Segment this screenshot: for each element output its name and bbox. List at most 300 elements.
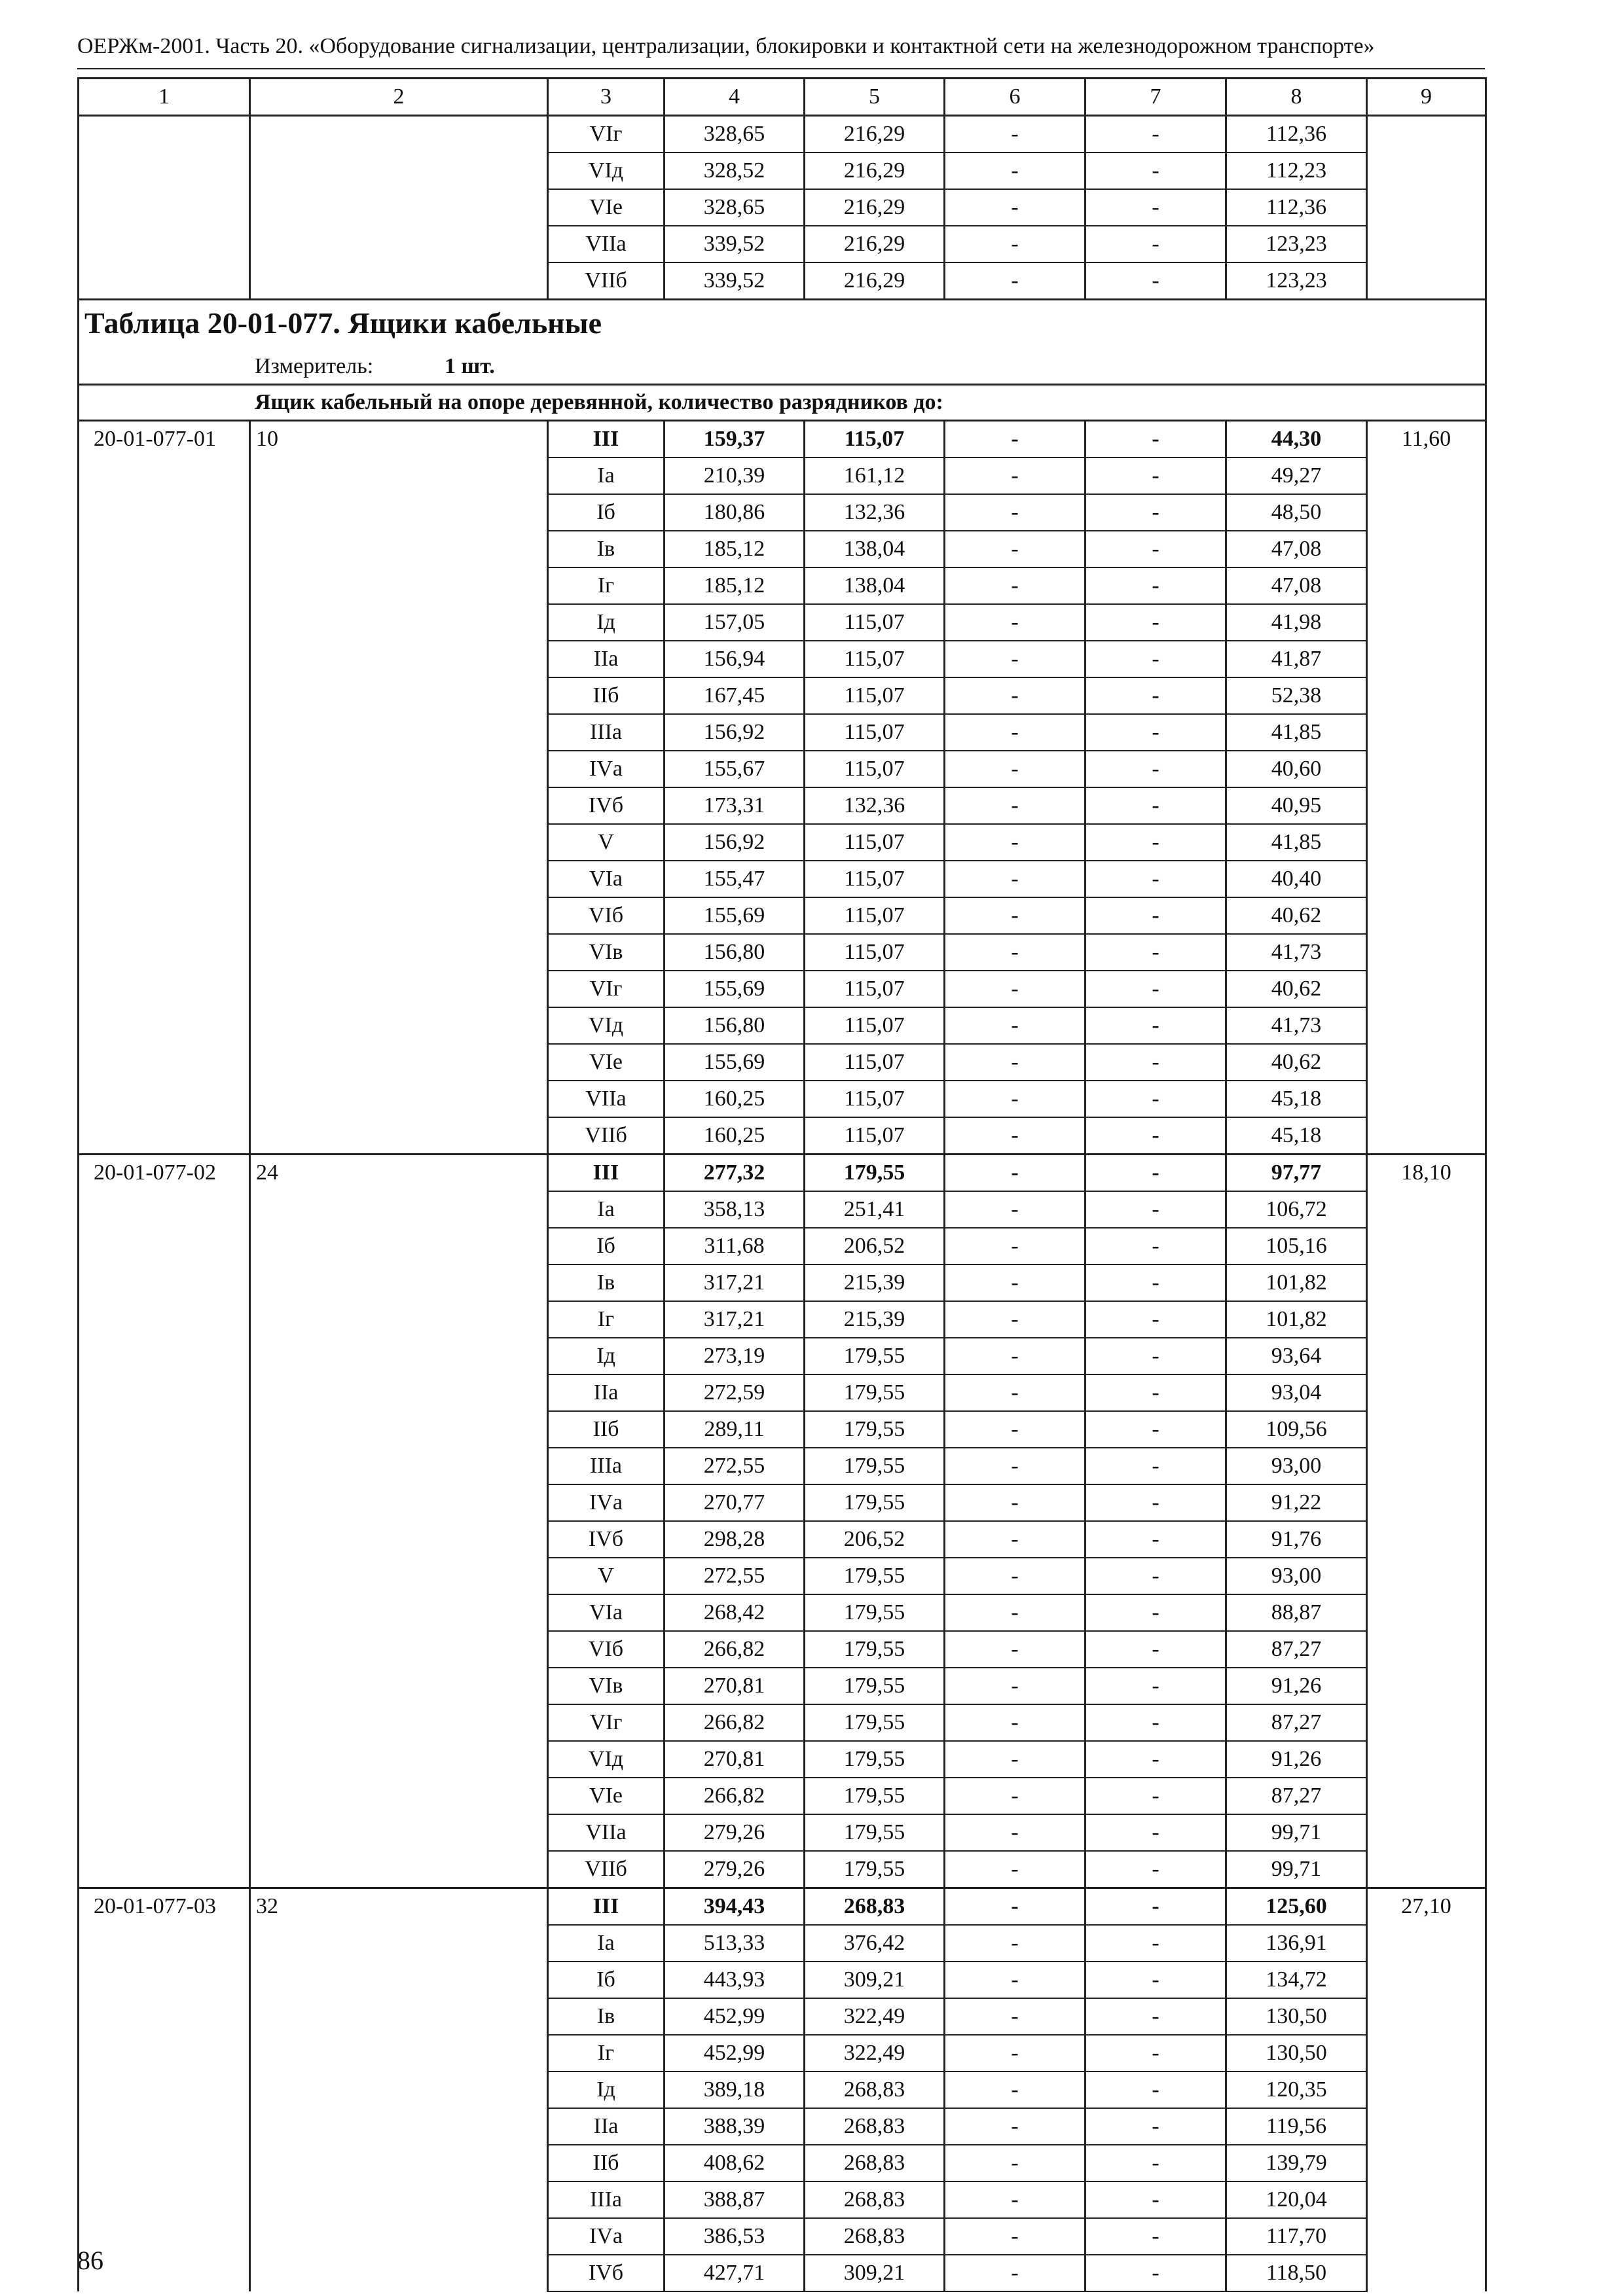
value-cell: - <box>1085 1301 1226 1338</box>
price-zone-cell: VIе <box>548 1778 665 1814</box>
value-cell: - <box>945 1594 1085 1631</box>
running-header: ОЕРЖм-2001. Часть 20. «Оборудование сигнализации, централизации, блокировки и контактной сети на железнодорожном транспорте» <box>77 34 1375 58</box>
value-cell: - <box>1085 1631 1226 1668</box>
value-cell: 268,83 <box>805 1888 945 1926</box>
value-cell: 93,04 <box>1226 1374 1367 1411</box>
value-cell: - <box>1085 971 1226 1007</box>
value-cell: 298,28 <box>665 1521 805 1558</box>
price-zone-cell: VIа <box>548 861 665 897</box>
value-cell: 179,55 <box>805 1814 945 1851</box>
value-cell: - <box>1085 1484 1226 1521</box>
value-cell: 173,31 <box>665 787 805 824</box>
value-cell: 386,53 <box>665 2218 805 2255</box>
value-cell: 216,29 <box>805 226 945 262</box>
value-cell: - <box>1085 787 1226 824</box>
value-cell: - <box>945 1741 1085 1778</box>
value-cell: 513,33 <box>665 1925 805 1962</box>
value-cell: - <box>1085 189 1226 226</box>
value-cell: 210,39 <box>665 457 805 494</box>
value-cell: 180,86 <box>665 494 805 531</box>
price-zone-cell: VIд <box>548 1741 665 1778</box>
value-cell: - <box>1085 2145 1226 2181</box>
value-cell: - <box>945 1778 1085 1814</box>
value-cell: 155,69 <box>665 1044 805 1081</box>
empty-col9-cell <box>1367 116 1486 300</box>
value-cell: - <box>945 1007 1085 1044</box>
section-row <box>79 385 1486 421</box>
value-cell: 115,07 <box>805 421 945 458</box>
value-cell: 132,36 <box>805 494 945 531</box>
value-cell: - <box>945 531 1085 567</box>
price-zone-cell: V <box>548 824 665 861</box>
value-cell: - <box>1085 1448 1226 1484</box>
value-cell: - <box>1085 1521 1226 1558</box>
value-cell: - <box>945 1228 1085 1265</box>
price-zone-cell: IIб <box>548 677 665 714</box>
value-cell: 156,92 <box>665 824 805 861</box>
value-cell: - <box>1085 677 1226 714</box>
value-cell: 167,45 <box>665 677 805 714</box>
column-number: 6 <box>945 79 1085 116</box>
price-zone-cell: VIIб <box>548 1117 665 1155</box>
value-cell: 40,62 <box>1226 1044 1367 1081</box>
value-cell: 289,11 <box>665 1411 805 1448</box>
value-cell: 48,50 <box>1226 494 1367 531</box>
value-cell: 339,52 <box>665 226 805 262</box>
value-cell: 272,59 <box>665 1374 805 1411</box>
value-cell: - <box>1085 1814 1226 1851</box>
value-cell: 101,82 <box>1226 1301 1367 1338</box>
value-cell: 97,77 <box>1226 1155 1367 1192</box>
price-zone-cell: IVб <box>548 787 665 824</box>
value-cell: 125,60 <box>1226 1888 1367 1926</box>
price-zone-cell: VIе <box>548 1044 665 1081</box>
value-cell: - <box>945 262 1085 300</box>
price-zone-cell: VIб <box>548 897 665 934</box>
price-zone-cell: IIIа <box>548 2181 665 2218</box>
value-cell: 179,55 <box>805 1448 945 1484</box>
value-cell: - <box>945 604 1085 641</box>
value-cell: - <box>1085 1374 1226 1411</box>
value-cell: - <box>1085 1704 1226 1741</box>
value-cell: - <box>1085 116 1226 153</box>
price-zone-cell: IVб <box>548 2255 665 2291</box>
value-cell: 132,36 <box>805 787 945 824</box>
value-cell: 179,55 <box>805 1411 945 1448</box>
price-zone-cell: VIIа <box>548 1814 665 1851</box>
price-zone-cell: VIIб <box>548 1851 665 1888</box>
price-zone-cell: Iд <box>548 2072 665 2108</box>
value-cell: - <box>945 1191 1085 1228</box>
value-cell: 443,93 <box>665 1962 805 1998</box>
price-zone-cell: VIIа <box>548 1081 665 1117</box>
value-cell: 120,04 <box>1226 2181 1367 2218</box>
value-cell: 44,30 <box>1226 421 1367 458</box>
value-cell: - <box>945 494 1085 531</box>
value-cell: - <box>945 1998 1085 2035</box>
column-number: 3 <box>548 79 665 116</box>
value-cell: 216,29 <box>805 116 945 153</box>
value-cell: - <box>945 714 1085 751</box>
value-cell: - <box>1085 861 1226 897</box>
value-cell: - <box>1085 641 1226 677</box>
value-cell: - <box>945 226 1085 262</box>
empty-code-cell <box>79 116 250 300</box>
value-cell: 138,04 <box>805 531 945 567</box>
value-cell: 40,40 <box>1226 861 1367 897</box>
value-cell: 155,47 <box>665 861 805 897</box>
column-number: 2 <box>250 79 548 116</box>
price-zone-cell: VIг <box>548 1704 665 1741</box>
value-cell: - <box>1085 1558 1226 1594</box>
value-cell: 93,00 <box>1226 1448 1367 1484</box>
price-zone-cell: IIIа <box>548 1448 665 1484</box>
value-cell: - <box>945 1668 1085 1704</box>
price-zone-cell: Iв <box>548 1998 665 2035</box>
value-cell: - <box>945 152 1085 189</box>
value-cell: - <box>945 2072 1085 2108</box>
value-cell: - <box>945 1558 1085 1594</box>
value-cell: - <box>1085 152 1226 189</box>
value-cell: - <box>945 1301 1085 1338</box>
value-cell: - <box>945 1851 1085 1888</box>
value-cell: - <box>1085 1888 1226 1926</box>
value-cell: 388,39 <box>665 2108 805 2145</box>
value-cell: - <box>1085 1081 1226 1117</box>
value-cell: 358,13 <box>665 1191 805 1228</box>
column-number: 4 <box>665 79 805 116</box>
value-cell: 91,26 <box>1226 1741 1367 1778</box>
value-cell: 120,35 <box>1226 2072 1367 2108</box>
value-cell: - <box>945 116 1085 153</box>
value-cell: - <box>945 1338 1085 1374</box>
value-cell: 206,52 <box>805 1521 945 1558</box>
item-quantity: 32 <box>250 1888 548 2292</box>
value-cell: - <box>945 1888 1085 1926</box>
table-title-row <box>79 300 1486 350</box>
value-cell: 328,52 <box>665 152 805 189</box>
value-cell: 272,55 <box>665 1558 805 1594</box>
table-row <box>79 421 1486 458</box>
value-cell: 115,07 <box>805 751 945 787</box>
value-cell: - <box>1085 567 1226 604</box>
value-cell: - <box>945 971 1085 1007</box>
price-zone-cell: III <box>548 1155 665 1192</box>
column-number: 1 <box>79 79 250 116</box>
value-cell: - <box>1085 457 1226 494</box>
value-cell: 40,60 <box>1226 751 1367 787</box>
value-cell: 91,26 <box>1226 1668 1367 1704</box>
value-cell: - <box>945 457 1085 494</box>
value-cell: 123,23 <box>1226 226 1367 262</box>
value-cell: 277,32 <box>665 1155 805 1192</box>
value-cell: 388,87 <box>665 2181 805 2218</box>
value-cell: 311,68 <box>665 1228 805 1265</box>
value-cell: - <box>1085 934 1226 971</box>
value-cell: 322,49 <box>805 1998 945 2035</box>
value-cell: 339,52 <box>665 262 805 300</box>
value-cell: 40,62 <box>1226 897 1367 934</box>
price-zone-cell: Iа <box>548 457 665 494</box>
value-cell: 41,87 <box>1226 641 1367 677</box>
value-cell: - <box>945 787 1085 824</box>
value-cell: 156,80 <box>665 1007 805 1044</box>
value-cell: 47,08 <box>1226 567 1367 604</box>
value-cell: 268,83 <box>805 2181 945 2218</box>
value-cell: 266,82 <box>665 1778 805 1814</box>
item-code: 20-01-077-02 <box>79 1155 250 1888</box>
price-zone-cell: III <box>548 421 665 458</box>
value-cell: - <box>1085 751 1226 787</box>
value-cell: 179,55 <box>805 1594 945 1631</box>
price-zone-cell: VIг <box>548 971 665 1007</box>
value-cell: 139,79 <box>1226 2145 1367 2181</box>
value-cell: 99,71 <box>1226 1851 1367 1888</box>
value-cell: 272,55 <box>665 1448 805 1484</box>
value-cell: 115,07 <box>805 677 945 714</box>
price-zone-cell: VIд <box>548 1007 665 1044</box>
labor-cost-cell: 18,10 <box>1367 1155 1486 1888</box>
value-cell: - <box>1085 1007 1226 1044</box>
price-zone-cell: Iг <box>548 567 665 604</box>
value-cell: - <box>1085 531 1226 567</box>
value-cell: 268,42 <box>665 1594 805 1631</box>
price-zone-cell: IVб <box>548 1521 665 1558</box>
value-cell: - <box>945 2035 1085 2072</box>
value-cell: 87,27 <box>1226 1778 1367 1814</box>
value-cell: 115,07 <box>805 714 945 751</box>
value-cell: 179,55 <box>805 1484 945 1521</box>
value-cell: - <box>945 2218 1085 2255</box>
value-cell: 157,05 <box>665 604 805 641</box>
value-cell: - <box>1085 1228 1226 1265</box>
value-cell: 179,55 <box>805 1704 945 1741</box>
value-cell: 273,19 <box>665 1338 805 1374</box>
value-cell: 389,18 <box>665 2072 805 2108</box>
value-cell: - <box>945 934 1085 971</box>
value-cell: 155,69 <box>665 897 805 934</box>
value-cell: 179,55 <box>805 1374 945 1411</box>
value-cell: 179,55 <box>805 1778 945 1814</box>
value-cell: - <box>945 2255 1085 2291</box>
price-zone-cell: VIб <box>548 1631 665 1668</box>
value-cell: - <box>945 189 1085 226</box>
value-cell: 109,56 <box>1226 1411 1367 1448</box>
page-number: 86 <box>77 2246 103 2275</box>
price-zone-cell: VIв <box>548 1668 665 1704</box>
value-cell: 138,04 <box>805 567 945 604</box>
empty-qty-cell <box>250 116 548 300</box>
value-cell: 156,92 <box>665 714 805 751</box>
value-cell: 268,83 <box>805 2218 945 2255</box>
value-cell: 268,83 <box>805 2108 945 2145</box>
value-cell: 179,55 <box>805 1631 945 1668</box>
item-code: 20-01-077-03 <box>79 1888 250 2292</box>
table-body <box>79 79 1486 2292</box>
value-cell: 40,62 <box>1226 971 1367 1007</box>
value-cell: 115,07 <box>805 824 945 861</box>
value-cell: 115,07 <box>805 1117 945 1155</box>
value-cell: - <box>1085 2255 1226 2291</box>
price-zone-cell: III <box>548 1888 665 1926</box>
value-cell: 106,72 <box>1226 1191 1367 1228</box>
value-cell: 130,50 <box>1226 2035 1367 2072</box>
value-cell: 159,37 <box>665 421 805 458</box>
value-cell: 115,07 <box>805 1044 945 1081</box>
value-cell: 266,82 <box>665 1704 805 1741</box>
value-cell: - <box>945 1484 1085 1521</box>
value-cell: - <box>1085 1338 1226 1374</box>
labor-cost-cell: 11,60 <box>1367 421 1486 1155</box>
value-cell: 88,87 <box>1226 1594 1367 1631</box>
value-cell: 155,69 <box>665 971 805 1007</box>
price-zone-cell: VIа <box>548 1594 665 1631</box>
value-cell: - <box>945 1411 1085 1448</box>
value-cell: - <box>945 751 1085 787</box>
column-number: 7 <box>1085 79 1226 116</box>
value-cell: 179,55 <box>805 1668 945 1704</box>
value-cell: 309,21 <box>805 1962 945 1998</box>
value-cell: - <box>945 1631 1085 1668</box>
value-cell: 47,08 <box>1226 531 1367 567</box>
price-zone-cell: IIа <box>548 641 665 677</box>
column-number: 9 <box>1367 79 1486 116</box>
price-zone-cell: Iа <box>548 1191 665 1228</box>
value-cell: - <box>1085 2181 1226 2218</box>
value-cell: 322,49 <box>805 2035 945 2072</box>
value-cell: 179,55 <box>805 1851 945 1888</box>
labor-cost-cell: 27,10 <box>1367 1888 1486 2292</box>
value-cell: - <box>945 421 1085 458</box>
value-cell: 41,85 <box>1226 824 1367 861</box>
price-zone-cell: VIв <box>548 934 665 971</box>
price-table <box>77 77 1487 2292</box>
value-cell: 118,50 <box>1226 2255 1367 2291</box>
value-cell: 40,95 <box>1226 787 1367 824</box>
value-cell: 160,25 <box>665 1117 805 1155</box>
price-zone-cell: IIIа <box>548 714 665 751</box>
value-cell: 215,39 <box>805 1301 945 1338</box>
value-cell: - <box>945 677 1085 714</box>
value-cell: - <box>945 1521 1085 1558</box>
price-zone-cell: IIа <box>548 1374 665 1411</box>
section-title: Ящик кабельный на опоре деревянной, количество разрядников до: <box>255 390 943 414</box>
value-cell: - <box>1085 1044 1226 1081</box>
value-cell: 185,12 <box>665 531 805 567</box>
value-cell: 328,65 <box>665 116 805 153</box>
price-zone-cell: VIIа <box>548 226 665 262</box>
value-cell: - <box>1085 2218 1226 2255</box>
value-cell: - <box>1085 1191 1226 1228</box>
table-row <box>79 1155 1486 1192</box>
value-cell: 41,73 <box>1226 934 1367 971</box>
price-zone-cell: V <box>548 1558 665 1594</box>
value-cell: 115,07 <box>805 641 945 677</box>
value-cell: - <box>1085 604 1226 641</box>
value-cell: - <box>945 897 1085 934</box>
value-cell: 115,07 <box>805 1081 945 1117</box>
value-cell: 105,16 <box>1226 1228 1367 1265</box>
price-zone-cell: VIIб <box>548 262 665 300</box>
value-cell: 279,26 <box>665 1814 805 1851</box>
value-cell: 309,21 <box>805 2255 945 2291</box>
value-cell: 156,94 <box>665 641 805 677</box>
value-cell: 115,07 <box>805 971 945 1007</box>
value-cell: - <box>945 1117 1085 1155</box>
value-cell: - <box>1085 1741 1226 1778</box>
value-cell: 115,07 <box>805 934 945 971</box>
value-cell: 279,26 <box>665 1851 805 1888</box>
table-row <box>79 1888 1486 1926</box>
value-cell: 268,83 <box>805 2072 945 2108</box>
price-zone-cell: Iд <box>548 604 665 641</box>
table-row <box>79 116 1486 153</box>
value-cell: - <box>1085 1851 1226 1888</box>
value-cell: - <box>945 1265 1085 1301</box>
value-cell: 115,07 <box>805 604 945 641</box>
value-cell: 161,12 <box>805 457 945 494</box>
price-zone-cell: Iд <box>548 1338 665 1374</box>
value-cell: 45,18 <box>1226 1081 1367 1117</box>
value-cell: 41,85 <box>1226 714 1367 751</box>
value-cell: 93,64 <box>1226 1338 1367 1374</box>
value-cell: 270,81 <box>665 1668 805 1704</box>
value-cell: 99,71 <box>1226 1814 1367 1851</box>
value-cell: - <box>945 1814 1085 1851</box>
price-zone-cell: IVа <box>548 2218 665 2255</box>
price-zone-cell: IIа <box>548 2108 665 2145</box>
value-cell: 160,25 <box>665 1081 805 1117</box>
value-cell: 452,99 <box>665 2035 805 2072</box>
value-cell: - <box>945 1081 1085 1117</box>
value-cell: - <box>1085 226 1226 262</box>
value-cell: 215,39 <box>805 1265 945 1301</box>
price-zone-cell: VIг <box>548 116 665 153</box>
value-cell: - <box>945 1704 1085 1741</box>
value-cell: 91,76 <box>1226 1521 1367 1558</box>
table-title: Таблица 20-01-077. Ящики кабельные <box>84 306 602 340</box>
value-cell: - <box>945 1925 1085 1962</box>
value-cell: 179,55 <box>805 1558 945 1594</box>
value-cell: 112,36 <box>1226 189 1367 226</box>
value-cell: 156,80 <box>665 934 805 971</box>
value-cell: 130,50 <box>1226 1998 1367 2035</box>
value-cell: 115,07 <box>805 897 945 934</box>
value-cell: 270,81 <box>665 1741 805 1778</box>
value-cell: - <box>945 824 1085 861</box>
value-cell: - <box>945 2181 1085 2218</box>
price-zone-cell: IVа <box>548 751 665 787</box>
value-cell: - <box>1085 421 1226 458</box>
value-cell: 52,38 <box>1226 677 1367 714</box>
value-cell: 216,29 <box>805 262 945 300</box>
item-quantity: 10 <box>250 421 548 1155</box>
value-cell: 328,65 <box>665 189 805 226</box>
value-cell: 115,07 <box>805 861 945 897</box>
item-code: 20-01-077-01 <box>79 421 250 1155</box>
header-rule <box>77 68 1485 69</box>
value-cell: 101,82 <box>1226 1265 1367 1301</box>
value-cell: 134,72 <box>1226 1962 1367 1998</box>
value-cell: 112,36 <box>1226 116 1367 153</box>
price-zone-cell: IIб <box>548 2145 665 2181</box>
value-cell: - <box>945 1448 1085 1484</box>
value-cell: - <box>1085 494 1226 531</box>
price-zone-cell: IVа <box>548 1484 665 1521</box>
value-cell: 155,67 <box>665 751 805 787</box>
value-cell: 317,21 <box>665 1301 805 1338</box>
value-cell: 376,42 <box>805 1925 945 1962</box>
